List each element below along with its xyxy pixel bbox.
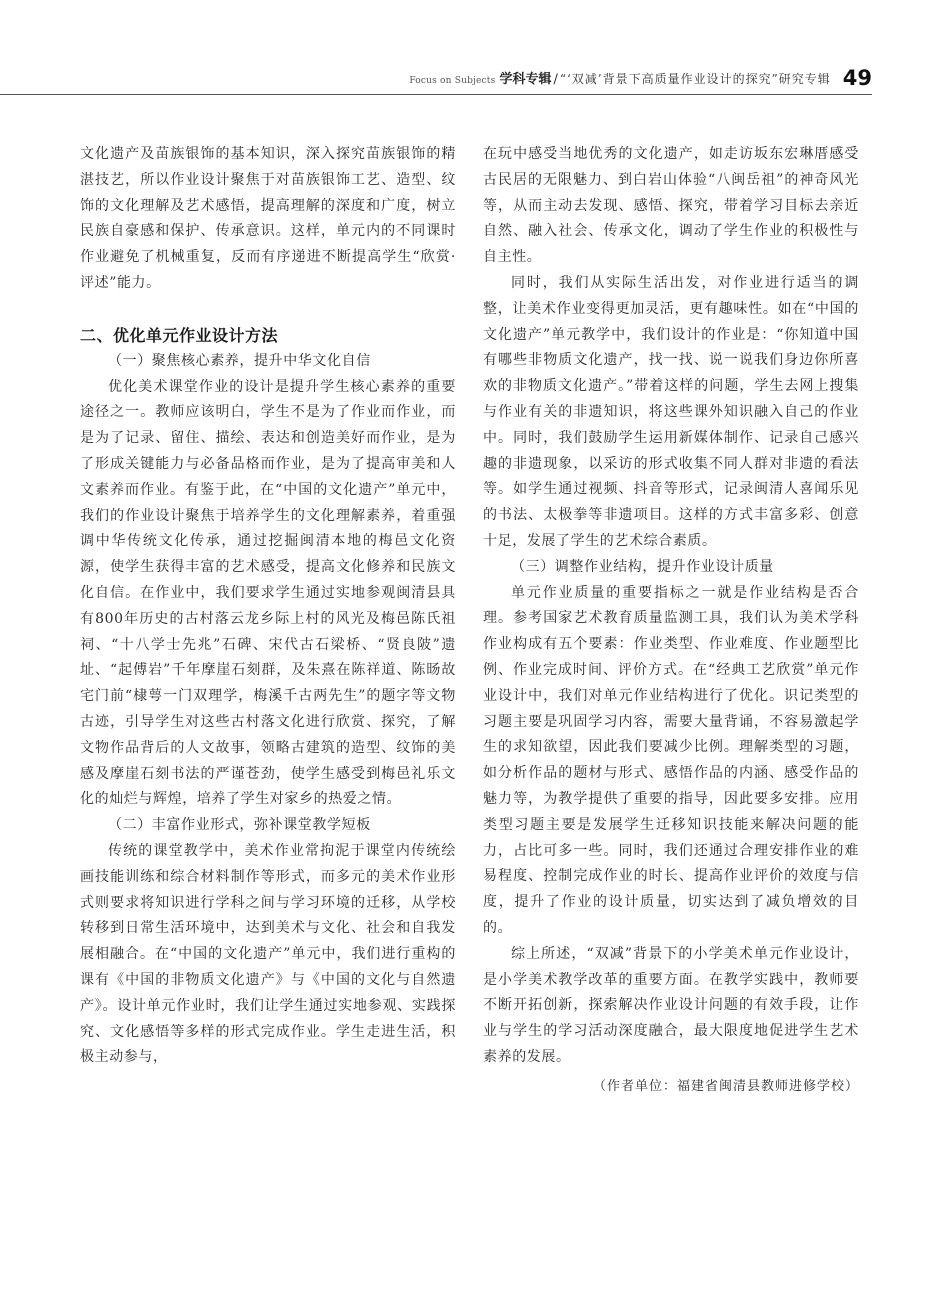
paragraph-core-literacy: 优化美术课堂作业的设计是提升学生核心素养的重要途径之一。教师应该明白，学生不是为了作业而作业，而是为了记录、留住、描绘、表达和创造美好而作业，是为了形成关键能力与必备品格而作业，是为了提高审美和人文素养而作业。有鉴于此，在“中国的文化遗产”单元中，我们的作业设计聚焦于培养学生的文化理解素养，着重强调中华传统文化传承，通过挖掘闽清本地的梅邑文化资源，使学生获得丰富的艺术感受，提高文化修养和民族文化自信。在作业中，我们要求学生通过实地参观闽清县具有800年历史的古村落云龙乡际上村的风光及梅邑陈氏祖祠、“十八学士先兆”石碑、宋代古石梁桥、“贤良陂”遗址、“起傅岩”千年摩崖石刻群，及朱熹在陈祥道、陈旸故宅门前“棣萼一门双理学，梅溪千古两先生”的题字等文物古迹，引导学生对这些古村落文化进行欣赏、探究，了解文物作品背后的人文故事，领略古建筑的造型、纹饰的美感及摩崖石刻书法的严谨苍劲，使学生感受到梅邑礼乐文化的灿烂与辉煌，培养了学生对家乡的热爱之情。	[80, 378, 456, 808]
header-special-label: 学科专辑	[499, 72, 552, 87]
left-column	[80, 142, 456, 1071]
subheading-2: （二）丰富作业形式，弥补课堂教学短板	[108, 817, 371, 834]
header-focus-label: Focus on Subjects	[409, 76, 496, 86]
header-separator: /	[553, 72, 558, 87]
subheading-1: （一）聚焦核心素养，提升中华文化自信	[108, 352, 371, 369]
running-header	[0, 60, 872, 95]
author-affiliation: （作者单位：福建省闽清县教师进修学校）	[592, 1078, 859, 1094]
paragraph-conclusion: 综上所述，“双减”背景下的小学美术单元作业设计，是小学美术教学改革的重要方面。在教学实践中，教师要不断开拓创新，探索解决作业设计问题的有效手段，让作业与学生的学习活动深度融合，最大限度地促进学生艺术素养的发展。	[483, 945, 859, 1065]
right-continued-paragraph: 在玩中感受当地优秀的文化遗产，如走访坂东宏琳厝感受古民居的无限魅力、到白岩山体验“八闽岳祖”的神奇风光等，从而主动去发现、感悟、探究，带着学习目标去亲近自然、融入社会、传承文化，调动了学生作业的积极性与自主性。	[483, 146, 859, 266]
subheading-3: （三）调整作业结构，提升作业设计质量	[511, 558, 774, 575]
left-continued-paragraph: 文化遗产及苗族银饰的基本知识，深入探究苗族银饰的精湛技艺，所以作业设计聚焦于对苗族银饰工艺、造型、纹饰的文化理解及艺术感悟，提高理解的深度和广度，树立民族自豪感和保护、传承意识。这样，单元内的不同课时作业避免了机械重复，反而有序递进不断提高学生“欣赏·评述”能力。	[80, 146, 456, 291]
section-heading-2: 二、优化单元作业设计方法	[80, 325, 279, 345]
right-column	[483, 142, 859, 1099]
paragraph-homework-forms: 传统的课堂教学中，美术作业常拘泥于课堂内传统绘画技能训练和综合材料制作等形式，而多元的美术作业形式则要求将知识进行学科之间与学习环境的迁移，从学校转移到日常生活环境中，达到美术与文化、社会和自我发展相融合。在“中国的文化遗产”单元中，我们进行重构的课有《中国的非物质文化遗产》与《中国的文化与自然遗产》。设计单元作业时，我们让学生通过实地参观、实践探究、文化感悟等多样的形式完成作业。学生走进生活，积极主动参与，	[80, 842, 456, 1066]
header-subtitle: “‘双减’背景下高质量作业设计的探究”研究专辑	[559, 72, 831, 86]
paragraph-life-adjustment: 同时，我们从实际生活出发，对作业进行适当的调整，让美术作业变得更加灵活，更有趣味性。如在“中国的文化遗产”单元教学中，我们设计的作业是：“你知道中国有哪些非物质文化遗产，找一找、说一说我们身边你所喜欢的非物质文化遗产。”带着这样的问题，学生去网上搜集与作业有关的非遗知识，将这些课外知识融入自己的作业中。同时，我们鼓励学生运用新媒体制作、记录自己感兴趣的非遗现象，以采访的形式收集不同人群对非遗的看法等。如学生通过视频、抖音等形式，记录闽清人喜闻乐见的书法、太极拳等非遗项目。这样的方式丰富多彩、创意十足，发展了学生的艺术综合素质。	[483, 274, 859, 549]
paragraph-homework-structure: 单元作业质量的重要指标之一就是作业结构是否合理。参考国家艺术教育质量监测工具，我们认为美术学科作业构成有五个要素：作业类型、作业难度、作业题型比例、作业完成时间、评价方式。在“经典工艺欣赏”单元作业设计中，我们对单元作业结构进行了优化。识记类型的习题主要是巩固学习内容，需要大量背诵，不容易激起学生的求知欲望，因此我们要减少比例。理解类型的习题，如分析作品的题材与形式、感悟作品的内涵、感受作品的魅力等，为教学提供了重要的指导，因此要多安排。应用类型习题主要是发展学生迁移知识技能来解决问题的能力，占比可多一些。同时，我们还通过合理安排作业的难易程度、控制完成作业的时长、提高作业评价的效度与信度，提升了作业的设计质量，切实达到了减负增效的目的。	[483, 584, 859, 936]
page-number: 49	[842, 66, 872, 90]
